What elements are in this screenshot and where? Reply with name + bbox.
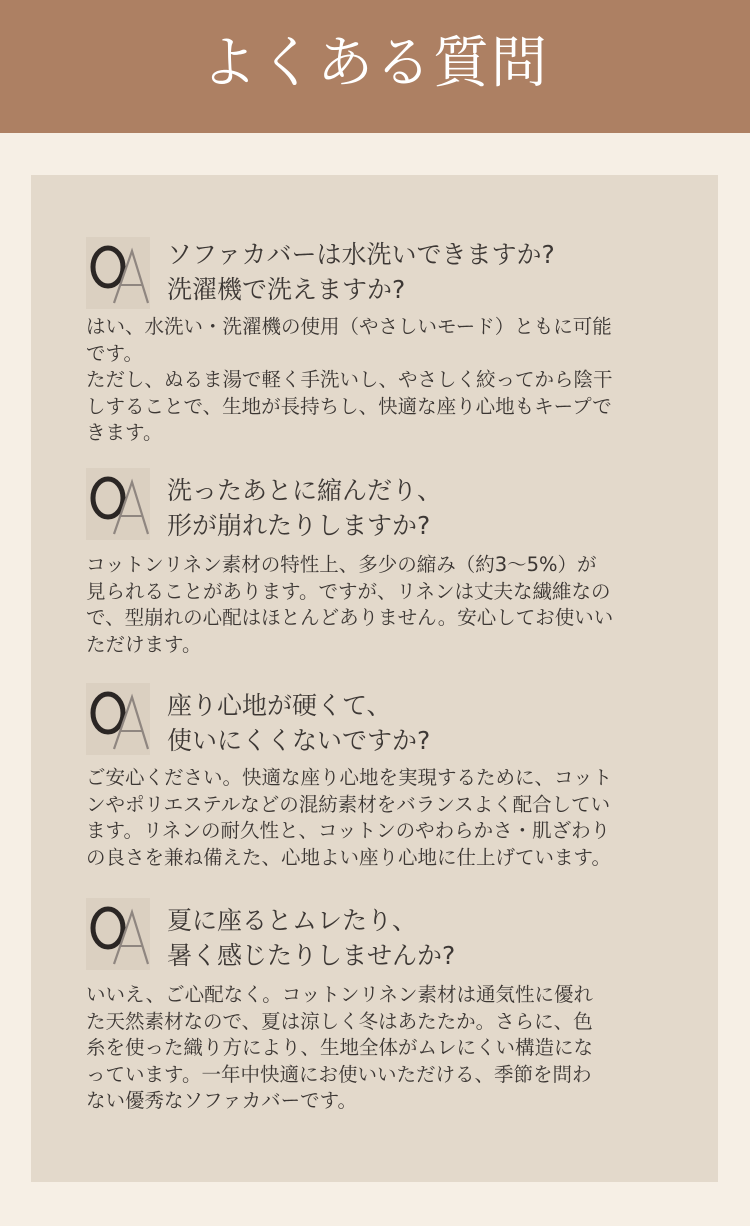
qa-icon (86, 237, 150, 309)
faq-question: 座り心地が硬くて、 使いにくくないですか? (167, 691, 431, 755)
qa-icon (86, 683, 150, 755)
faq-question: ソファカバーは水洗いできますか? 洗濯機で洗えますか? (167, 240, 555, 304)
faq-answer: いいえ、ご心配なく。コットンリネン素材は通気性に優れ た天然素材なので、夏は涼しく冬はあたたか。さらに、色 糸を使った織り方により、生地全体がムレにくい構造にな っています。一年中快適にお使いいただける、季節を問わ ない優秀なソファカバーです。 (86, 983, 594, 1113)
faq-answer: はい、水洗い・洗濯機の使用（やさしいモード）ともに可能 です。 ただし、ぬるま湯で軽く手洗いし、やさしく絞ってから陰干 しすることで、生地が長持ちし、快適な座り心地もキープで きます。 (86, 315, 613, 445)
qa-icon (86, 898, 150, 970)
page-header (0, 0, 750, 133)
faq-answer: ご安心ください。快適な座り心地を実現するために、コット ンやポリエステルなどの混紡素材をバランスよく配合してい ます。リネンの耐久性と、コットンのやわらかさ・肌ざわり の良さを兼ね備えた、心地よい座り心地に仕上げています。 (86, 766, 613, 869)
faq-question: 夏に座るとムレたり、 暑く感じたりしませんか? (167, 906, 456, 970)
qa-icon (86, 468, 150, 540)
faq-panel (31, 175, 718, 1182)
faq-question: 洗ったあとに縮んだり、 形が崩れたりしますか? (167, 476, 443, 540)
page-title: よくある質問 (201, 30, 549, 96)
faq-answer: コットンリネン素材の特性上、多少の縮み（約3〜5%）が 見られることがあります。ですが、リネンは丈夫な繊維なの で、型崩れの心配はほとんどありません。安心してお使いい ただけます。 (86, 553, 614, 656)
